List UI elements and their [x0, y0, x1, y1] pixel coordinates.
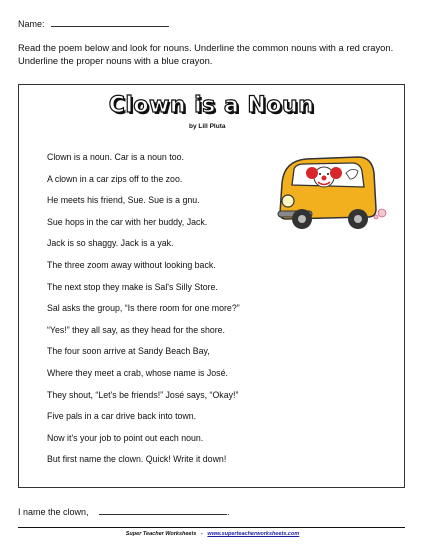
name-field — [18, 17, 169, 29]
poem-line: “Yes!” they all say, as they head for the shore. — [47, 324, 225, 335]
footer — [0, 531, 425, 537]
clown-car-illustration — [272, 143, 388, 233]
poem-line: He meets his friend, Sue. Sue is a gnu. — [47, 195, 200, 206]
clown-nose — [322, 176, 327, 181]
poem-line: Now it's your job to point out each noun. — [47, 432, 204, 443]
poem-lines — [47, 151, 240, 475]
poem-line: Sue hops in the car with her buddy, Jack. — [47, 216, 208, 227]
poem-line: Jack is so shaggy. Jack is a yak. — [47, 238, 174, 249]
footer-divider — [18, 527, 405, 528]
exhaust-puff — [378, 209, 386, 217]
answer-field — [18, 505, 230, 517]
footer-url[interactable]: www.superteacherworksheets.com — [207, 531, 300, 537]
poem-line: The four soon arrive at Sandy Beach Bay, — [47, 346, 210, 357]
footer-separator: - — [200, 531, 203, 537]
poem-line: Clown is a noun. Car is a noun too. — [47, 152, 184, 162]
poem-line: Sal asks the group, “Is there room for one more?” — [47, 303, 240, 314]
poem-title: Clown is a Noun — [108, 93, 315, 118]
poem-line: Five pals in a car drive back into town. — [47, 411, 197, 422]
poem-line: The next stop they make is Sal's Silly Store. — [47, 281, 218, 292]
poem-box — [18, 84, 405, 488]
poem-line: Where they meet a crab, whose name is José. — [47, 367, 228, 378]
clown-hair-left — [306, 167, 318, 179]
footer-brand: Super Teacher Worksheets — [125, 531, 197, 537]
answer-prompt: I name the clown, — [18, 507, 89, 517]
name-label: Name: — [18, 19, 45, 29]
answer-blank[interactable] — [99, 505, 227, 515]
answer-end: . — [227, 507, 230, 517]
clown-hair-right — [330, 167, 342, 179]
poem-line: A clown in a car zips off to the zoo. — [47, 173, 183, 184]
name-blank[interactable] — [51, 17, 169, 27]
instructions: Read the poem below and look for nouns. Underline the common nouns with a red crayon. Underline the proper nouns with a blue crayon. — [18, 42, 394, 66]
poem-line: They shout, “Let's be friends!” José says, “Okay!” — [47, 389, 239, 400]
poem-byline: by Lill Pluta — [189, 123, 226, 130]
poem-line: But first name the clown. Quick! Write it down! — [47, 454, 227, 465]
headlight — [282, 195, 294, 207]
poem-line: The three zoom away without looking back. — [47, 259, 216, 270]
